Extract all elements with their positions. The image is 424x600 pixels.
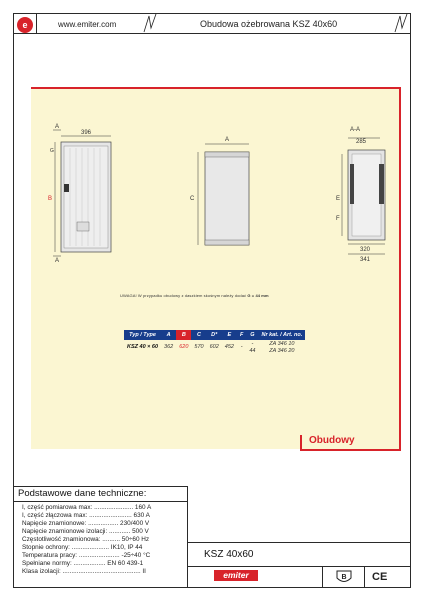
lock-icon	[64, 184, 69, 192]
technical-drawing	[40, 120, 395, 265]
cell-a: 362	[164, 344, 174, 350]
front-view	[48, 124, 111, 264]
front-b-label: B	[48, 196, 53, 202]
note-text: UWAGA! W przypadku obudowy z daszkiem skośnym należy dodać G = 44 mm	[120, 293, 269, 298]
model-name: KSZ 40x60	[204, 549, 254, 560]
category-label: Obudowy	[309, 435, 355, 446]
zigzag-icon	[140, 14, 160, 34]
front-g-label: G	[50, 148, 54, 154]
th-g: G	[246, 330, 258, 340]
spec-row: Stopnie ochrony: ..................... IK10, IP 44	[22, 544, 143, 552]
spec-row: Napięcie znamionowe izolacji: ............ 500 V	[22, 528, 149, 536]
spec-row: Klasa izolacji: ............................................ II	[22, 568, 146, 576]
spec-row: Temperatura pracy: ....................... -25÷40 °C	[22, 552, 151, 560]
spec-row: Napięcie znamionowe: ................. 230/400 V	[22, 520, 150, 528]
header-url[interactable]: www.emiter.com	[58, 20, 117, 29]
th-type: Typ / Type	[124, 330, 161, 340]
side-a-label: A	[225, 137, 230, 143]
th-c: C	[191, 330, 206, 340]
cell-f: -	[240, 344, 243, 350]
cell-c: 570	[194, 344, 204, 350]
section-bottom-dim-1: 320	[360, 247, 371, 253]
footer-cert-divider-2	[364, 566, 365, 588]
front-width-label: 396	[80, 130, 92, 136]
cell-b: 620	[179, 344, 189, 350]
red-bottom-line	[300, 449, 401, 451]
cell-art-1: ZA 346 10	[269, 340, 295, 347]
th-d: D*	[207, 330, 222, 340]
th-e: E	[222, 330, 237, 340]
th-f: F	[237, 330, 246, 340]
specs-list	[22, 504, 182, 576]
cell-d: 602	[209, 344, 219, 350]
red-right-line	[399, 87, 401, 449]
emiter-logo-icon: e	[17, 17, 33, 33]
page-title: Obudowa ożebrowana KSZ 40x60	[200, 19, 338, 29]
th-a: A	[161, 330, 176, 340]
cell-art-2: ZA 346 20	[269, 347, 295, 354]
spec-row: I, część pomiarowa max: ...................... 160 A	[22, 504, 152, 511]
section-bottom-dim-2: 341	[360, 257, 371, 263]
front-a-label-bottom: A	[55, 258, 60, 264]
b-cert-icon	[335, 569, 353, 585]
spec-row: Częstotliwość znamionowa: .......... 50÷60 Hz	[22, 536, 150, 544]
footer-cert-divider	[322, 566, 323, 588]
footer-divider-2	[188, 566, 411, 567]
section-view	[336, 127, 385, 263]
side-c-label: C	[190, 196, 195, 202]
spec-row: I, część złączowa max: ........................ 630 A	[22, 512, 150, 520]
header-divider	[13, 33, 411, 34]
side-view	[190, 137, 249, 245]
cell-type: KSZ 40 × 60	[127, 344, 159, 350]
zigzag-icon-right	[393, 14, 409, 34]
section-top-dim: 285	[356, 139, 367, 145]
cell-g-top: -	[251, 340, 254, 347]
cell-e: 452	[224, 344, 234, 350]
specs-heading: Podstawowe dane techniczne:	[18, 488, 147, 499]
th-b: B	[176, 330, 191, 340]
table-row	[124, 340, 305, 347]
spec-row: Spełniane normy: .................. EN 60 439-1	[22, 560, 144, 568]
svg-text:B: B	[341, 574, 347, 581]
section-e-label: E	[336, 196, 341, 202]
header-logo-divider	[36, 13, 37, 34]
th-art: Nr kat. / Art. no.	[258, 330, 305, 340]
specs-divider	[13, 501, 188, 502]
cell-g-bottom: 44	[249, 347, 256, 354]
section-label: A-A	[350, 127, 361, 133]
emiter-brand-logo: emiter	[214, 570, 258, 581]
front-a-label: A	[55, 124, 60, 130]
dimensions-table	[124, 330, 305, 354]
red-top-line	[31, 87, 401, 89]
red-bottom-tick	[300, 435, 302, 450]
footer-divider	[188, 542, 411, 543]
section-f-label: F	[336, 216, 340, 222]
ce-mark-icon: CE	[372, 571, 388, 583]
